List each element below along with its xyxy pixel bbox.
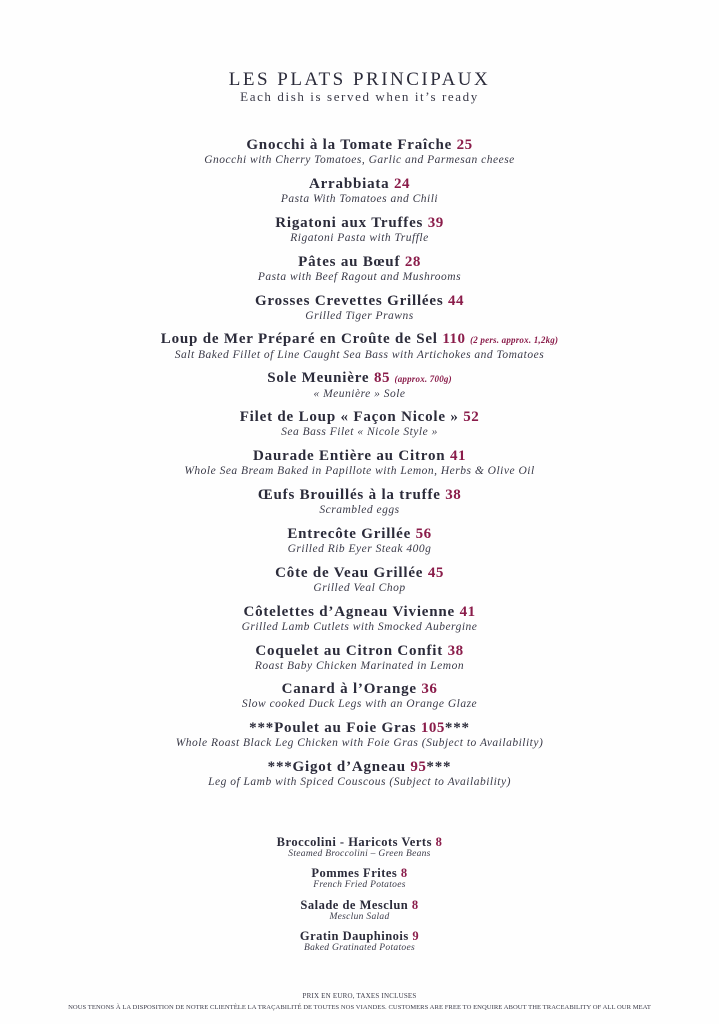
dish-description: Mesclun Salad xyxy=(329,911,390,922)
dish-price: 24 xyxy=(394,175,411,192)
dish-name-line xyxy=(0,293,719,310)
dish-price: 44 xyxy=(448,292,465,309)
dish-price: 110 xyxy=(442,331,466,348)
page-title: LES PLATS PRINCIPAUX xyxy=(228,69,491,90)
dish-name: ***Gigot d’Agneau xyxy=(267,759,406,776)
dish-description: Gnocchi with Cherry Tomatoes, Garlic and Parmesan cheese xyxy=(204,154,515,166)
dish-name-line xyxy=(0,835,719,849)
side-dish-item xyxy=(0,866,719,897)
dish-name-line xyxy=(0,176,719,193)
dish-name: Gnocchi à la Tomate Fraîche xyxy=(246,137,453,153)
dish-price: 39 xyxy=(427,214,444,231)
dish-name: Œufs Brouillés à la truffe xyxy=(257,487,441,504)
dish-name: Rigatoni aux Truffes xyxy=(275,214,424,231)
dish-description: Sea Bass Filet « Nicole Style » xyxy=(281,426,438,439)
dish-price: 105 xyxy=(420,720,445,737)
main-dish-item xyxy=(0,176,719,215)
dish-price: 25 xyxy=(456,137,473,153)
dish-name-line xyxy=(0,681,719,698)
dish-portion-note: (2 pers. approx. 1,2kg) xyxy=(470,335,559,346)
dish-description: Salt Baked Fillet of Line Caught Sea Bass with Artichokes and Tomatoes xyxy=(174,349,545,362)
dish-name-line xyxy=(0,759,719,776)
dish-name-line xyxy=(0,565,719,582)
dish-name: Broccolini - Haricots Verts xyxy=(276,835,432,849)
dish-name-line xyxy=(0,331,719,349)
dish-name: Entrecôte Grillée xyxy=(287,525,412,542)
main-dish-item xyxy=(0,643,719,682)
dish-description: Pasta With Tomatoes and Chili xyxy=(280,192,439,205)
dish-description: Whole Sea Bream Baked in Papillote with Lemon, Herbs & Olive Oil xyxy=(184,465,535,478)
dish-name-line xyxy=(0,866,719,880)
main-dish-item xyxy=(0,526,719,565)
dish-name-line xyxy=(0,409,719,426)
dish-name: Gratin Dauphinois xyxy=(299,929,409,944)
dish-name: Coquelet au Citron Confit xyxy=(255,642,444,659)
traceability-disclaimer: NOUS TENONS À LA DISPOSITION DE NOTRE CLIENTÈLE LA TRAÇABILITÉ DE TOUTES NOS VIANDES. CUSTOMERS ARE FREE TO ENQUIRE ABOUT THE TRACEABILITY OF ALL OUR MEAT xyxy=(68,1004,651,1011)
dish-name: Salade de Mesclun xyxy=(300,897,409,912)
dish-name-line xyxy=(0,929,719,943)
dish-description: Leg of Lamb with Spiced Couscous (Subject to Availability) xyxy=(208,776,511,789)
dish-description: Baked Gratinated Potatoes xyxy=(304,943,415,954)
dish-name-line xyxy=(0,526,719,543)
dish-description: Grilled Rib Eyer Steak 400g xyxy=(287,542,432,555)
dish-name-line xyxy=(0,370,719,388)
dish-description: Grilled Veal Chop xyxy=(313,581,406,594)
dish-price: 56 xyxy=(415,525,432,542)
dish-price: 38 xyxy=(447,642,464,659)
dish-name: Côte de Veau Grillée xyxy=(275,564,424,581)
main-dish-item xyxy=(0,604,719,643)
dish-name: Filet de Loup « Façon Nicole » xyxy=(239,409,459,426)
page-subtitle: Each dish is served when it’s ready xyxy=(240,89,479,104)
dish-description: Grilled Lamb Cutlets with Smocked Aubergine xyxy=(241,620,478,633)
dish-suffix: *** xyxy=(426,759,452,776)
dish-price: 85 xyxy=(373,370,390,387)
dish-name: Sole Meunière xyxy=(267,370,370,387)
mains-list xyxy=(0,137,719,798)
main-dish-item xyxy=(0,409,719,448)
main-dish-item xyxy=(0,448,719,487)
main-dish-item xyxy=(0,759,719,798)
dish-name: Canard à l’Orange xyxy=(281,681,417,698)
dish-price: 38 xyxy=(445,487,462,504)
dish-description: Pasta with Beef Ragout and Mushrooms xyxy=(257,270,462,283)
dish-name: Loup de Mer Préparé en Croûte de Sel xyxy=(160,331,438,348)
dish-name-line xyxy=(0,487,719,504)
main-dish-item xyxy=(0,720,719,759)
dish-price: 28 xyxy=(404,253,421,270)
dish-name: ***Poulet au Foie Gras xyxy=(249,720,417,737)
main-dish-item xyxy=(0,487,719,526)
main-dish-item xyxy=(0,565,719,604)
prices-note: PRIX EN EURO, TAXES INCLUSES xyxy=(302,992,417,1000)
dish-price: 52 xyxy=(463,409,480,426)
dish-name: Arrabbiata xyxy=(308,175,390,192)
dish-description: Roast Baby Chicken Marinated in Lemon xyxy=(254,659,465,672)
dish-description: « Meunière » Sole xyxy=(313,388,406,401)
main-dish-item xyxy=(0,293,719,332)
dish-portion-note: (approx. 700g) xyxy=(394,374,452,385)
dish-description: Whole Roast Black Leg Chicken with Foie Gras (Subject to Availability) xyxy=(175,737,544,750)
main-dish-item xyxy=(0,215,719,254)
main-dish-item xyxy=(0,137,719,176)
dish-name: Côtelettes d’Agneau Vivienne xyxy=(243,603,455,620)
main-dish-item xyxy=(0,331,719,370)
main-dish-item xyxy=(0,254,719,293)
dish-price: 41 xyxy=(449,448,466,465)
side-dish-item xyxy=(0,929,719,960)
dish-price: 36 xyxy=(421,681,438,698)
dish-price: 41 xyxy=(459,603,476,620)
main-dish-item xyxy=(0,370,719,409)
dish-price: 8 xyxy=(400,866,408,881)
menu-header xyxy=(0,70,719,104)
dish-description: Steamed Broccolini – Green Beans xyxy=(288,849,431,859)
side-dish-item xyxy=(0,898,719,929)
dish-price: 8 xyxy=(411,897,419,912)
dish-name-line xyxy=(0,254,719,271)
dish-suffix: *** xyxy=(444,720,470,737)
dish-description: Slow cooked Duck Legs with an Orange Glaze xyxy=(241,698,478,711)
dish-description: Grilled Tiger Prawns xyxy=(305,309,414,322)
dish-name-line xyxy=(0,604,719,621)
dish-name-line xyxy=(0,137,719,154)
dish-name: Daurade Entière au Citron xyxy=(253,448,446,465)
dish-description: Scrambled eggs xyxy=(319,504,400,517)
dish-name-line xyxy=(0,215,719,232)
dish-description: Rigatoni Pasta with Truffle xyxy=(290,231,429,244)
dish-price: 9 xyxy=(412,929,420,944)
side-dish-item xyxy=(0,835,719,866)
dish-name-line xyxy=(0,448,719,465)
main-dish-item xyxy=(0,681,719,720)
dish-name: Pommes Frites xyxy=(311,866,398,881)
dish-name-line xyxy=(0,720,719,737)
dish-name-line xyxy=(0,643,719,660)
dish-name: Pâtes au Bœuf xyxy=(298,253,401,270)
sides-list xyxy=(0,835,719,961)
dish-price: 45 xyxy=(427,564,444,581)
dish-name-line xyxy=(0,898,719,912)
dish-price: 95 xyxy=(410,759,427,776)
menu-footer xyxy=(0,991,719,1013)
dish-description: French Fried Potatoes xyxy=(313,880,406,891)
dish-name: Grosses Crevettes Grillées xyxy=(254,292,444,309)
dish-price: 8 xyxy=(435,835,443,849)
